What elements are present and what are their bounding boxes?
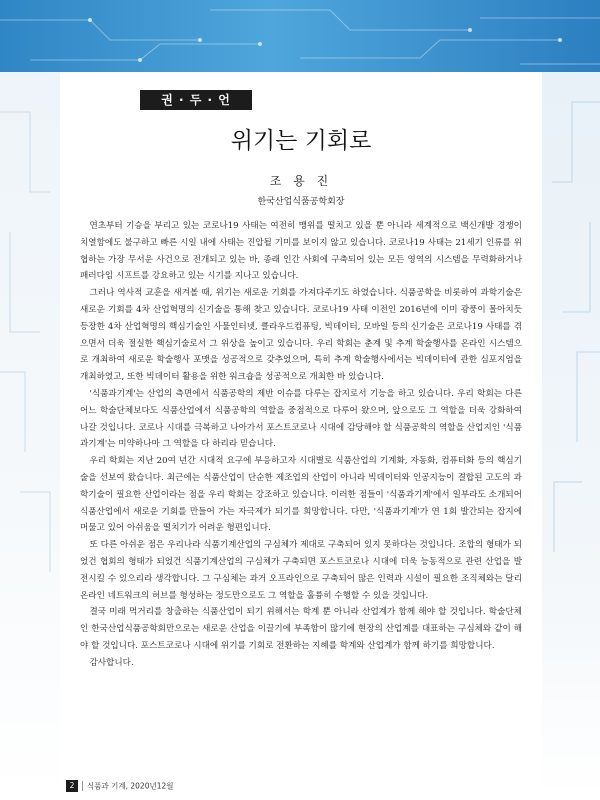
- paragraph: 그러나 역사적 교훈을 새겨볼 때, 위기는 새로운 기회를 가져다주기도 하였습니다. 식품공학을 비롯하여 과학기술은 새로운 기회를 4차 산업혁명의 신기술을 통해 찾고 있습니다. 코로나19 사태 이전인 2016년에 이미 광풍이 몰아치듯 등장한 4차 산업혁명의 핵심기술인 사물인터넷, 클라우드컴퓨팅, 빅데이터, 모바일 등의 신기술은 코로나19 사태를 겪으면서 더욱 절실한 핵심기술로서 그 위상을 높이고 있습니다. 우리 학회는 춘계 및 추계 학술행사를 온라인 시스템으로 개최하여 새로운 학술행사 포맷을 성공적으로 갖추었으며, 특히 추계 학술행사에서는 빅데이터에 관한 심포지엄을 개최하였고, 또한 빅데이터 활용을 위한 워크숍을 성공적으로 개최한 바 있습니다.: [80, 288, 522, 383]
- author-name: 조 용 진: [269, 174, 333, 188]
- page-number: 2: [66, 780, 78, 792]
- paragraph: 감사합니다.: [89, 657, 134, 668]
- paragraph: 결국 미래 먹거리를 창출하는 식품산업이 되기 위해서는 학계 뿐 아니라 산업계가 함께 해야 할 것입니다. 학술단체인 한국산업식품공학회만으로는 새로운 산업을 이끌기에 부족함이 많기에 현장의 산업계를 대표하는 구심체와 같이 해야 할 것입니다. 포스트코로나 시대에 위기를 기회로 전환하는 지혜를 학계와 산업계가 함께 하기를 희망합니다.: [80, 607, 522, 651]
- paragraph: 우리 학회는 지난 20여 년간 시대적 요구에 부응하고자 시대별로 식품산업의 기계화, 자동화, 컴퓨터화 등의 핵심기술을 선보여 왔습니다. 최근에는 식품산업이 단순한 제조업의 산업이 아니라 빅데이터와 인공지능이 결합된 고도의 과학기술이 필요한 산업이라는 점을 우리 학회는 강조하고 있습니다. 이러한 점들이 '식품과기계'에서 일부라도 소개되어 식품산업에서 새로운 기회를 만들어 가는 자극제가 되기를 희망합니다. 다만, '식품과기계'가 연 1회 발간되는 잡지에 머물고 있어 아쉬움을 떨치기가 어려운 형편입니다.: [80, 456, 522, 534]
- article-body: [80, 218, 522, 672]
- footer-divider: [82, 781, 83, 791]
- article-page: [60, 72, 542, 800]
- paragraph: 또 다른 아쉬운 점은 우리나라 식품기계산업의 구심체가 제대로 구축되어 있지 못하다는 것입니다. 조합의 형태가 되었건 협회의 형태가 되었건 식품기계산업의 구심체가 구축되면 포스트코로나 시대에 더욱 능동적으로 관련 산업을 발전시킬 수 있으리라 생각합니다. 그 구심체는 과거 오프라인으로 구축되어 많은 인력과 시설이 필요한 조직체와는 달리 온라인 네트워크의 허브를 형성하는 정도만으로도 그 역할을 훌륭히 수행할 수 있을 것입니다.: [80, 540, 522, 601]
- author-affiliation: 한국산업식품공학회장: [257, 197, 345, 207]
- section-badge: 권 · 두 · 언: [140, 90, 252, 110]
- publication-title: 식품과 기계, 2020년12월: [87, 781, 174, 791]
- right-decorative-strip: [542, 72, 600, 800]
- article-title: 위기는 기회로: [230, 128, 372, 154]
- page-footer: [66, 780, 174, 792]
- circuit-pattern-icon: [542, 72, 600, 800]
- paragraph: 연초부터 기승을 부리고 있는 코로나19 사태는 여전히 맹위를 떨치고 있을 뿐 아니라 세계적으로 백신개발 경쟁이 치열함에도 불구하고 빠른 시일 내에 사태는 진압될 기미를 보이지 않고 있습니다. 코로나19 사태는 21세기 인류를 위협하는 가장 무서운 사건으로 전개되고 있는 바, 종래 인간 사회에 구축되어 있는 모든 영역의 시스템을 무력화하거나 패러다임 시프트를 강요하고 있는 시기를 지나고 있습니다.: [80, 221, 522, 282]
- circuit-pattern-icon: [0, 0, 600, 72]
- top-banner: [0, 0, 600, 72]
- circuit-pattern-icon: [0, 72, 60, 800]
- paragraph: '식품과기계'는 산업의 측면에서 식품공학의 제반 이슈를 다루는 잡지로서 기능을 하고 있습니다. 우리 학회는 다른 어느 학술단체보다도 식품산업에서 식품공학의 역할을 중점적으로 다루어 왔으며, 앞으로도 그 역할을 더욱 강화하여 나갈 것입니다. 코로나 시대를 극복하고 나아가서 포스트코로나 시대에 감당해야 할 식품공학의 역할을 산업지인 '식품과기계'는 미약하나마 그 역할을 다 하리라 믿습니다.: [80, 388, 522, 450]
- left-decorative-strip: [0, 72, 60, 800]
